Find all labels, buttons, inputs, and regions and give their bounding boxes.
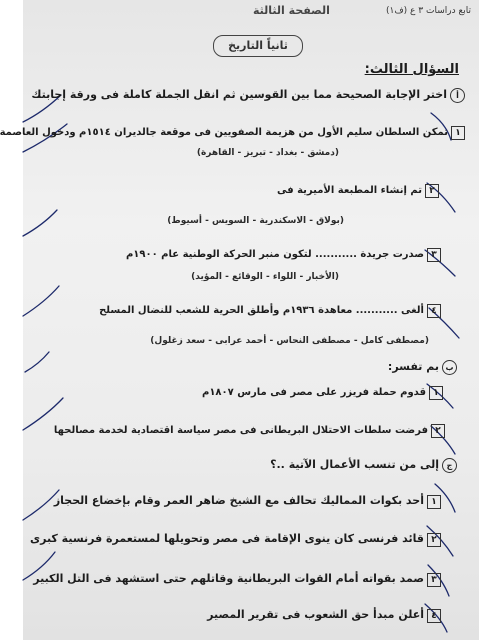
section-c-marker: ج [442, 458, 457, 473]
page-label: الصفحة الثالثة [253, 4, 330, 17]
item-number: ٣ [427, 573, 441, 587]
attribution-item-3-text: صمد بقواته أمام القوات البريطانية وقاتلهم حتى استشهد فى التل الكبير [33, 572, 424, 585]
section-b-marker: ب [442, 360, 457, 375]
mcq-item-1 [0, 126, 465, 140]
section-a-instruction-text: اختر الإجابة الصحيحة مما بين القوسين ثم انقل الجملة كاملة فى ورقة إجابتك [31, 88, 447, 101]
item-number: ٢ [431, 424, 445, 438]
explain-item-2 [54, 424, 445, 438]
mcq-item-2-text: تم إنشاء المطبعة الأميرية فى [276, 185, 422, 196]
attribution-item-1 [54, 494, 441, 509]
section-b-title: بم تفسر: [387, 360, 439, 373]
item-number: ٤ [427, 609, 441, 623]
part-title-banner: ثانياً التاريخ [213, 35, 303, 57]
attribution-item-1-text: أحد بكوات المماليك تحالف مع الشيخ ضاهر العمر وقام بإخضاع الحجاز [53, 494, 424, 507]
attribution-item-4-text: أعلن مبدأ حق الشعوب فى تقرير المصير [207, 608, 424, 621]
section-c-title: إلى من تنسب الأعمال الآتية ..؟ [270, 458, 439, 471]
question-title: السؤال الثالث: [364, 62, 459, 77]
explain-item-1 [202, 386, 443, 400]
section-c-heading [270, 458, 457, 473]
mcq-item-4 [99, 304, 441, 318]
section-a-marker: أ [450, 88, 465, 103]
attribution-item-4 [207, 608, 441, 623]
mcq-item-4-options: (مصطفى كامل - مصطفى النحاس - أحمد عرابى - سعد زغلول) [150, 336, 429, 346]
mcq-item-2 [277, 184, 439, 198]
item-number: ١ [427, 495, 441, 509]
item-number: ١ [429, 386, 443, 400]
item-number: ٤ [427, 304, 441, 318]
explain-item-2-text: فرضت سلطات الاحتلال البريطانى فى مصر سياسة اقتصادية لخدمة مصالحها [53, 425, 428, 436]
attribution-item-2 [30, 532, 441, 547]
mcq-item-2-options: (بولاق - الاسكندرية - السويس - أسيوط) [167, 216, 344, 226]
mcq-item-3-text: صدرت جريدة ........... لتكون منبر الحركة الوطنية عام ١٩٠٠م [125, 249, 424, 260]
item-number: ٢ [425, 184, 439, 198]
section-b-heading [388, 360, 457, 375]
mcq-item-1-options: (دمشق - بغداد - تبريز - القاهرة) [196, 148, 339, 158]
item-number: ١ [451, 126, 465, 140]
item-number: ٢ [427, 533, 441, 547]
mcq-item-3-options: (الأخبار - اللواء - الوقائع - المؤيد) [191, 272, 339, 282]
mcq-item-1-text: تمكن السلطان سليم الأول من هزيمة الصفويين فى موقعة جالديران ١٥١٤م ودخول العاصمة [0, 127, 448, 138]
explain-item-1-text: قدوم حملة فريزر على مصر فى مارس ١٨٠٧م [201, 387, 426, 398]
mcq-item-3 [126, 248, 441, 262]
subject-info: تابع دراسات ٣ ع (ف١) [385, 6, 471, 16]
section-a-instruction [31, 88, 465, 103]
attribution-item-2-text: قائد فرنسى كان ينوى الإقامة فى مصر وتحويلها لمستعمرة فرنسية كبرى [30, 532, 424, 545]
attribution-item-3 [33, 572, 441, 587]
mcq-item-4-text: ألغى ........... معاهدة ١٩٣٦م وأطلق الحرية للشعب للنضال المسلح [99, 305, 424, 316]
item-number: ٣ [427, 248, 441, 262]
